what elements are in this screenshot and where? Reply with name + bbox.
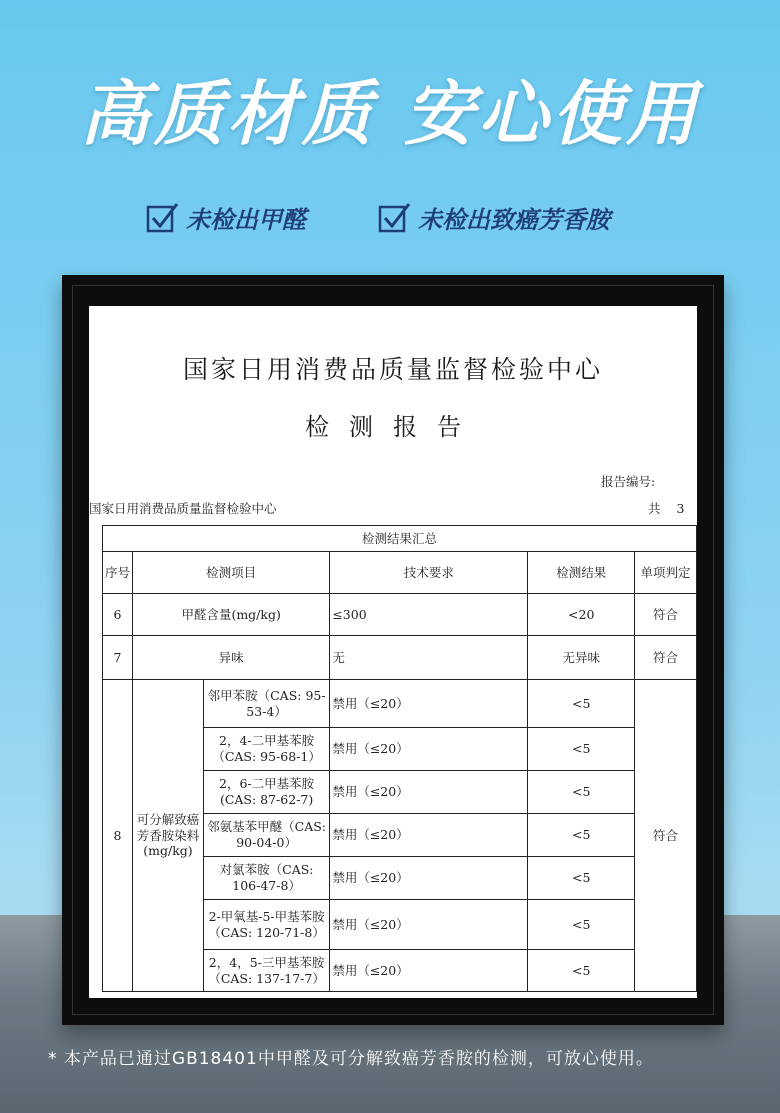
feature-badges: [0, 200, 780, 240]
row-no: 6: [103, 594, 133, 636]
subrow-requirement: 禁用（≤20）: [330, 814, 528, 857]
table-caption-row: [103, 526, 697, 552]
subrow-result: <5: [528, 680, 635, 728]
row-item: 异味: [133, 636, 330, 680]
subrow-item: 邻氨基苯甲醚（CAS: 90-04-0）: [203, 814, 329, 857]
row-result: <20: [528, 594, 635, 636]
subrow-item: 2，4-二甲基苯胺（CAS: 95-68-1）: [203, 728, 329, 771]
report-center-line: 国家日用消费品质量监督检验中心: [89, 501, 277, 516]
row-verdict: 符合: [635, 594, 697, 636]
subrow-requirement: 禁用（≤20）: [330, 680, 528, 728]
header-verdict: 单项判定: [635, 552, 697, 594]
header-result: 检测结果: [528, 552, 635, 594]
report-institution-title: 国家日用消费品质量监督检验中心: [182, 355, 603, 384]
subrow-result: <5: [528, 857, 635, 900]
badge-label: 未检出致癌芳香胺: [418, 206, 610, 234]
header-no: 序号: [103, 552, 133, 594]
subrow-requirement: 禁用（≤20）: [330, 900, 528, 950]
footnote: * 本产品已通过GB18401中甲醛及可分解致癌芳香胺的检测，可放心使用。: [48, 1049, 654, 1069]
row-requirement: 无: [330, 636, 528, 680]
badge-label: 未检出甲醛: [186, 206, 306, 234]
table-caption: 检测结果汇总: [103, 526, 697, 552]
table-header-row: [103, 552, 697, 594]
badge-no-formaldehyde: [146, 200, 306, 235]
subrow-result: <5: [528, 771, 635, 814]
subrow-item: 对氯苯胺（CAS: 106-47-8）: [203, 857, 329, 900]
report-number-label: 报告编号:: [601, 474, 656, 489]
headline: 高质材质 安心使用: [79, 73, 701, 155]
badge-no-aromatic-amines: [378, 200, 610, 235]
test-report-document: [89, 306, 697, 998]
subrow-item: 2，4，5-三甲基苯胺（CAS: 137-17-7）: [203, 950, 329, 992]
row-item: 甲醛含量(mg/kg): [133, 594, 330, 636]
subrow-result: <5: [528, 814, 635, 857]
header-requirement: 技术要求: [330, 552, 528, 594]
subrow-requirement: 禁用（≤20）: [330, 728, 528, 771]
subrow-item: 2，6-二甲基苯胺(CAS: 87-62-7): [203, 771, 329, 814]
row-result: 无异味: [528, 636, 635, 680]
row-no: 7: [103, 636, 133, 680]
results-table: [102, 525, 697, 992]
table-row: [103, 680, 697, 728]
check-box-icon: [146, 201, 180, 235]
check-box-icon: [378, 201, 412, 235]
group-no: 8: [103, 680, 133, 992]
row-verdict: 符合: [635, 636, 697, 680]
table-row: [103, 636, 697, 680]
subrow-requirement: 禁用（≤20）: [330, 771, 528, 814]
group-verdict: 符合: [635, 680, 697, 992]
row-requirement: ≤300: [330, 594, 528, 636]
subrow-requirement: 禁用（≤20）: [330, 950, 528, 992]
subrow-result: <5: [528, 900, 635, 950]
subrow-item: 2-甲氧基-5-甲基苯胺（CAS: 120-71-8）: [203, 900, 329, 950]
subrow-result: <5: [528, 728, 635, 771]
table-row: [103, 594, 697, 636]
report-total-pages: 共 3: [648, 501, 691, 516]
header-item: 检测项目: [133, 552, 330, 594]
report-subtitle: 检测报告: [305, 413, 481, 441]
group-category: 可分解致癌芳香胺染料(mg/kg): [133, 680, 204, 992]
subrow-item: 邻甲苯胺（CAS: 95-53-4）: [203, 680, 329, 728]
subrow-requirement: 禁用（≤20）: [330, 857, 528, 900]
subrow-result: <5: [528, 950, 635, 992]
